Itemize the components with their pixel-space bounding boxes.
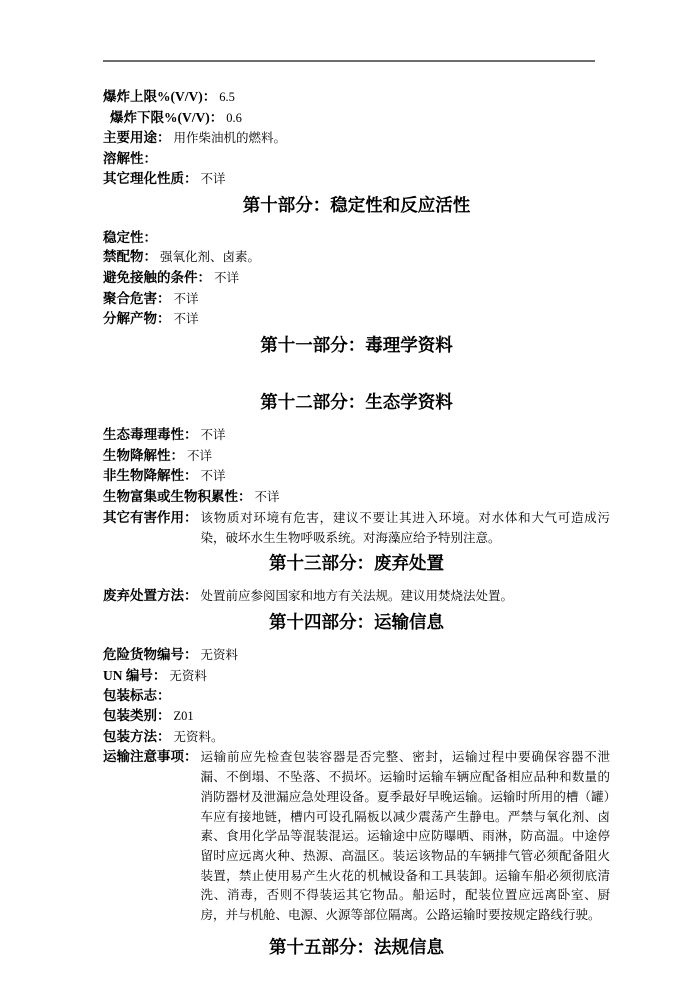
field-label: 危险货物编号： bbox=[103, 646, 198, 662]
field-row bbox=[103, 87, 610, 108]
field-label: 包装方法： bbox=[103, 728, 171, 744]
field-label: 生态毒理毒性： bbox=[103, 427, 198, 443]
field-value: 不详 bbox=[200, 428, 226, 443]
field-label: 禁配物： bbox=[103, 249, 157, 265]
field-value: 不详 bbox=[173, 312, 199, 327]
field-label: 主要用途： bbox=[103, 130, 171, 146]
field-value: 6.5 bbox=[219, 90, 235, 104]
field-label: 生物降解性： bbox=[103, 447, 184, 463]
section-heading: 第十部分：稳定性和反应活性 bbox=[242, 194, 471, 215]
field-value: 无资料 bbox=[200, 647, 239, 662]
field-label: UN 编号： bbox=[103, 667, 167, 683]
field-row bbox=[103, 666, 610, 687]
field-value: 无资料。 bbox=[173, 729, 224, 744]
field-value: 处置前应参阅国家和地方有关法规。建议用焚烧法处置。 bbox=[200, 589, 514, 604]
field-value: 该物质对环境有危害，建议不要让其进入环境。对水体和大气可造成污染，破坏水生生物呼吸系统。对海藻应给予特别注意。 bbox=[200, 510, 610, 545]
field-label: 溶解性： bbox=[103, 151, 157, 167]
field-row bbox=[103, 309, 610, 330]
field-value: 不详 bbox=[254, 490, 280, 505]
field-label: 聚合危害： bbox=[103, 290, 171, 306]
field-row bbox=[103, 247, 610, 268]
section-11-toxicology bbox=[103, 332, 610, 359]
section-physical-properties bbox=[103, 87, 610, 190]
field-row bbox=[103, 706, 610, 727]
field-row bbox=[103, 508, 610, 548]
section-14-transport bbox=[103, 609, 610, 926]
section-13-disposal bbox=[103, 550, 610, 607]
field-label: 废弃处置方法： bbox=[103, 588, 198, 604]
field-row bbox=[110, 108, 610, 129]
field-row bbox=[103, 289, 610, 310]
section-heading: 第十四部分：运输信息 bbox=[269, 611, 444, 632]
field-value: 0.6 bbox=[226, 110, 242, 125]
field-label: 非生物降解性： bbox=[103, 468, 198, 484]
field-row bbox=[103, 466, 610, 487]
section-12-ecology bbox=[103, 389, 610, 548]
field-row bbox=[103, 169, 610, 190]
field-value: 不详 bbox=[200, 469, 226, 484]
field-label: 爆炸下限%(V/V)： bbox=[110, 109, 224, 125]
section-10-stability bbox=[103, 192, 610, 331]
field-label: 爆炸上限%(V/V)： bbox=[103, 89, 217, 104]
field-label: 运输注意事项： bbox=[103, 749, 198, 765]
section-heading: 第十三部分：废弃处置 bbox=[269, 553, 444, 574]
field-row bbox=[103, 228, 610, 248]
field-label: 其它理化性质： bbox=[103, 170, 198, 186]
field-row bbox=[103, 747, 610, 925]
field-row bbox=[103, 586, 610, 607]
field-value: 强氧化剂、卤素。 bbox=[160, 250, 261, 265]
field-value: Z01 bbox=[173, 709, 194, 724]
field-row bbox=[103, 446, 610, 467]
field-label: 生物富集或生物积累性： bbox=[103, 489, 252, 505]
field-value: 用作柴油机的燃料。 bbox=[173, 131, 287, 146]
field-value: 不详 bbox=[173, 291, 199, 306]
field-row bbox=[103, 645, 610, 666]
header-rule bbox=[103, 60, 595, 62]
field-value: 无资料 bbox=[169, 668, 207, 683]
section-heading: 第十一部分：毒理学资料 bbox=[260, 335, 453, 356]
section-heading: 第十二部分：生态学资料 bbox=[260, 392, 453, 413]
section-heading: 第十五部分：法规信息 bbox=[269, 936, 444, 957]
field-row bbox=[103, 128, 610, 149]
field-label: 其它有害作用： bbox=[103, 509, 198, 525]
field-label: 包装标志： bbox=[103, 688, 171, 704]
field-row bbox=[103, 425, 610, 446]
field-row bbox=[103, 487, 610, 508]
field-label: 分解产物： bbox=[103, 311, 171, 327]
field-row bbox=[103, 727, 610, 748]
field-value: 不详 bbox=[187, 448, 213, 463]
field-value: 运输前应先检查包装容器是否完整、密封，运输过程中要确保容器不泄漏、不倒塌、不坠落、不损坏。运输时运输车辆应配备相应品种和数量的消防器材及泄漏应急处理设备。夏季最好早晚运输。运输时所用的槽（罐）车应有接地链，槽内可设孔隔板以减少震荡产生静电。严禁与氧化剂、卤素、食用化学品等混装混运。运输途中应防曝晒、雨淋，防高温。中途停留时应远离火种、热源、高温区。装运该物品的车辆排气管必须配备阻火装置，禁止使用易产生火花的机械设备和工具装卸。运输车船必须彻底清洗、消毒，否则不得装运其它物品。船运时，配装位置应远离卧室、厨房，并与机舱、电源、火源等部位隔离。公路运输时要按规定路线行驶。 bbox=[200, 750, 610, 923]
field-row bbox=[103, 686, 610, 706]
section-15-regulatory bbox=[103, 934, 610, 961]
field-label: 避免接触的条件： bbox=[103, 269, 211, 285]
field-row bbox=[103, 149, 610, 169]
field-label: 稳定性： bbox=[103, 229, 157, 245]
field-value: 不详 bbox=[214, 270, 240, 285]
field-value: 不详 bbox=[200, 171, 226, 186]
field-label: 包装类别： bbox=[103, 708, 171, 724]
field-row bbox=[103, 268, 610, 289]
